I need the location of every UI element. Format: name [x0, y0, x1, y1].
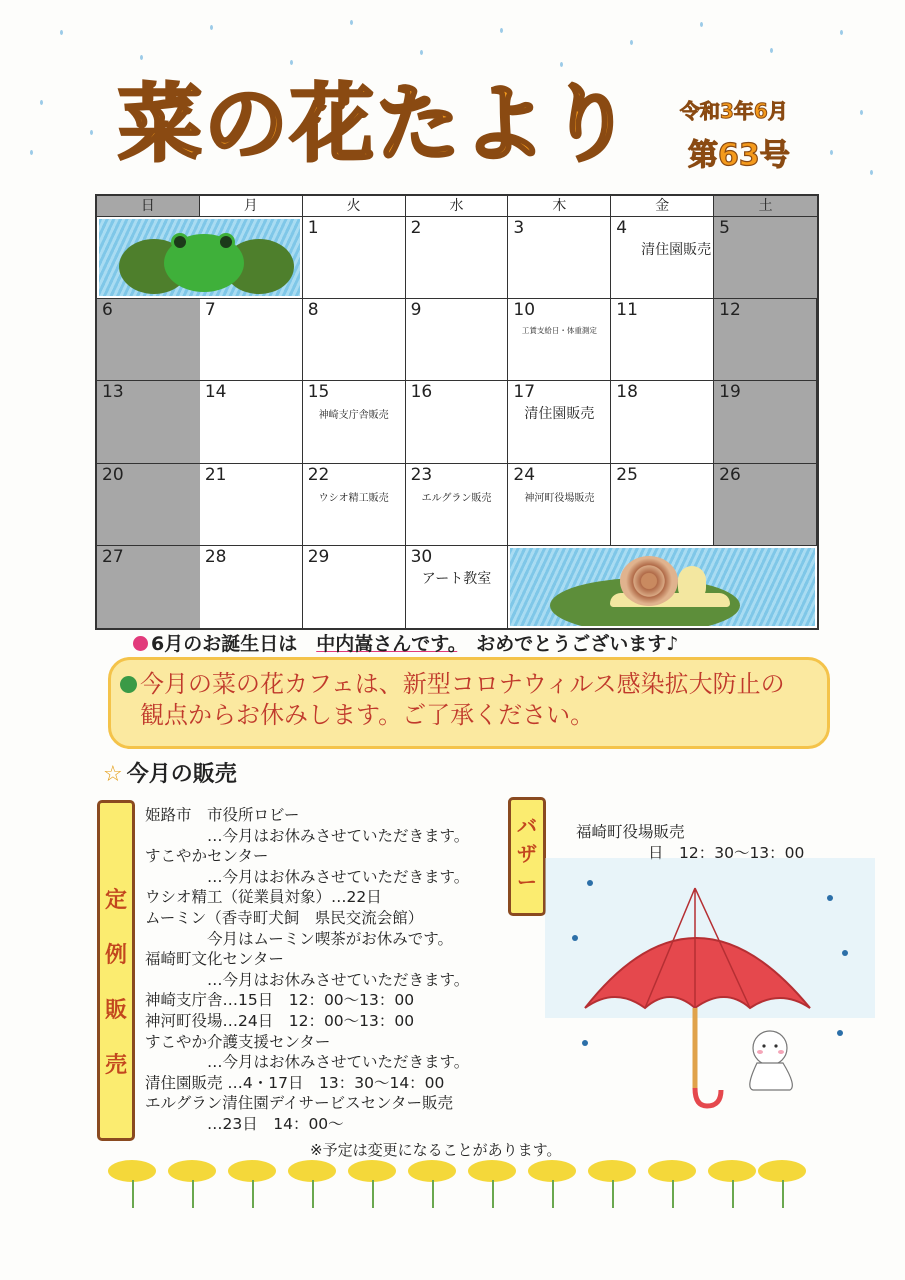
- umbrella-illustration: [545, 858, 875, 1118]
- pink-dot-icon: [133, 636, 148, 651]
- green-dot-icon: [120, 676, 137, 693]
- list-item: 神崎支庁舎…15日 12：00～13：00: [145, 991, 415, 1010]
- calendar-day: 19: [714, 381, 817, 463]
- snail-picture-cell: [508, 546, 817, 628]
- issue-date: 令和3年6月: [680, 99, 788, 123]
- calendar-day: 12: [714, 299, 817, 381]
- calendar-day: 13: [97, 381, 200, 463]
- list-item: エルグラン清住園デイサービスセンター販売: [145, 1094, 453, 1113]
- calendar-event: エルグラン販売: [421, 492, 492, 504]
- calendar-day: 11: [611, 299, 714, 381]
- calendar-day: 28: [200, 546, 303, 628]
- list-item: …今月はお休みさせていただきます。: [145, 867, 470, 886]
- list-item: 今月はムーミン喫茶がお休みです。: [145, 929, 453, 948]
- calendar-event: 工賃支給日・体重測定: [521, 326, 597, 336]
- bazaar-time: 日 12：30～13：00: [648, 844, 805, 862]
- calendar-day: 18: [611, 381, 714, 463]
- regular-sales-list: [145, 805, 469, 1135]
- birthday-notice: 6月のお誕生日は 中内嵩さんです。 おめでとうございます♪: [133, 629, 678, 656]
- calendar-day: 1: [303, 217, 406, 299]
- weekday-thu: 木: [508, 196, 611, 217]
- weekday-fri: 金: [611, 196, 714, 217]
- list-item: 福崎町文化センター: [145, 950, 284, 969]
- list-item: …23日 14：00～: [145, 1114, 344, 1133]
- snail-illustration: [510, 548, 815, 626]
- calendar-day: 23 エルグラン販売: [406, 464, 509, 546]
- calendar-day: 15 神崎支庁舎販売: [303, 381, 406, 463]
- rapeseed-flowers-decoration: [108, 1160, 808, 1210]
- bazaar-title: 福崎町役場販売: [576, 823, 685, 841]
- regular-sales-label: 定 例 販 売: [97, 800, 135, 1141]
- calendar-event: 神崎支庁舎販売: [318, 410, 389, 422]
- calendar-day: 9: [406, 299, 509, 381]
- list-item: ウシオ精工（従業員対象）…22日: [145, 888, 382, 907]
- calendar-day: 14: [200, 381, 303, 463]
- calendar-day: 29: [303, 546, 406, 628]
- calendar-day: 16: [406, 381, 509, 463]
- list-item: すこやか介護支援センター: [145, 1032, 331, 1051]
- calendar-day: 8: [303, 299, 406, 381]
- june-calendar: [95, 194, 819, 630]
- calendar-event: 神河町役場販売: [524, 492, 595, 504]
- list-item: …今月はお休みさせていただきます。: [145, 826, 470, 845]
- list-item: …今月はお休みさせていただきます。: [145, 970, 470, 989]
- cafe-notice: 今月の菜の花カフェは、新型コロナウィルス感染拡大防止の 観点からお休みします。ご了承ください。: [120, 669, 820, 731]
- calendar-day: 10 工賃支給日・体重測定: [508, 299, 611, 381]
- weekday-sun: 日: [97, 196, 200, 217]
- frog-picture-cell: [97, 217, 303, 299]
- birthday-name: 中内嵩さんです。: [316, 633, 458, 655]
- weekday-mon: 月: [200, 196, 303, 217]
- star-icon: ☆: [103, 762, 123, 787]
- calendar-day: 4 清住園販売: [611, 217, 714, 299]
- list-item: ムーミン（香寺町犬飼 県民交流会館）: [145, 908, 424, 927]
- calendar-day: 6: [97, 299, 200, 381]
- calendar-day: 3: [508, 217, 611, 299]
- calendar-day: 20: [97, 464, 200, 546]
- calendar-event: アート教室: [421, 570, 492, 587]
- bazaar-label: バ ザ ー: [508, 797, 546, 916]
- weekday-tue: 火: [303, 196, 406, 217]
- frog-illustration: [99, 219, 300, 296]
- list-item: 神河町役場…24日 12：00～13：00: [145, 1011, 415, 1030]
- calendar-event: ウシオ精工販売: [318, 492, 389, 504]
- calendar-day: 30 アート教室: [406, 546, 509, 628]
- weekday-wed: 水: [406, 196, 509, 217]
- list-item: 姫路市 市役所ロビー: [145, 806, 300, 824]
- calendar-day: 22 ウシオ精工販売: [303, 464, 406, 546]
- sales-heading: ☆ 今月の販売: [103, 762, 237, 787]
- weekday-sat: 土: [714, 196, 817, 217]
- calendar-day: 25: [611, 464, 714, 546]
- list-item: すこやかセンター: [145, 847, 269, 866]
- calendar-day: 7: [200, 299, 303, 381]
- calendar-day: 5: [714, 217, 817, 299]
- calendar-event: 清住園販売: [641, 242, 712, 258]
- list-item: …今月はお休みさせていただきます。: [145, 1053, 470, 1072]
- list-item: 清住園販売 …4・17日 13：30～14：00: [145, 1073, 445, 1092]
- calendar-day: 26: [714, 464, 817, 546]
- schedule-change-note: ※予定は変更になることがあります。: [310, 1141, 562, 1159]
- calendar-day: 2: [406, 217, 509, 299]
- calendar-day: 21: [200, 464, 303, 546]
- newsletter-title: 菜の花たより: [118, 75, 635, 173]
- calendar-day: 27: [97, 546, 200, 628]
- calendar-day: 17 清住園販売: [508, 381, 611, 463]
- issue-number: 第63号: [688, 138, 790, 173]
- calendar-day: 24 神河町役場販売: [508, 464, 611, 546]
- calendar-event: 清住園販売: [524, 406, 595, 423]
